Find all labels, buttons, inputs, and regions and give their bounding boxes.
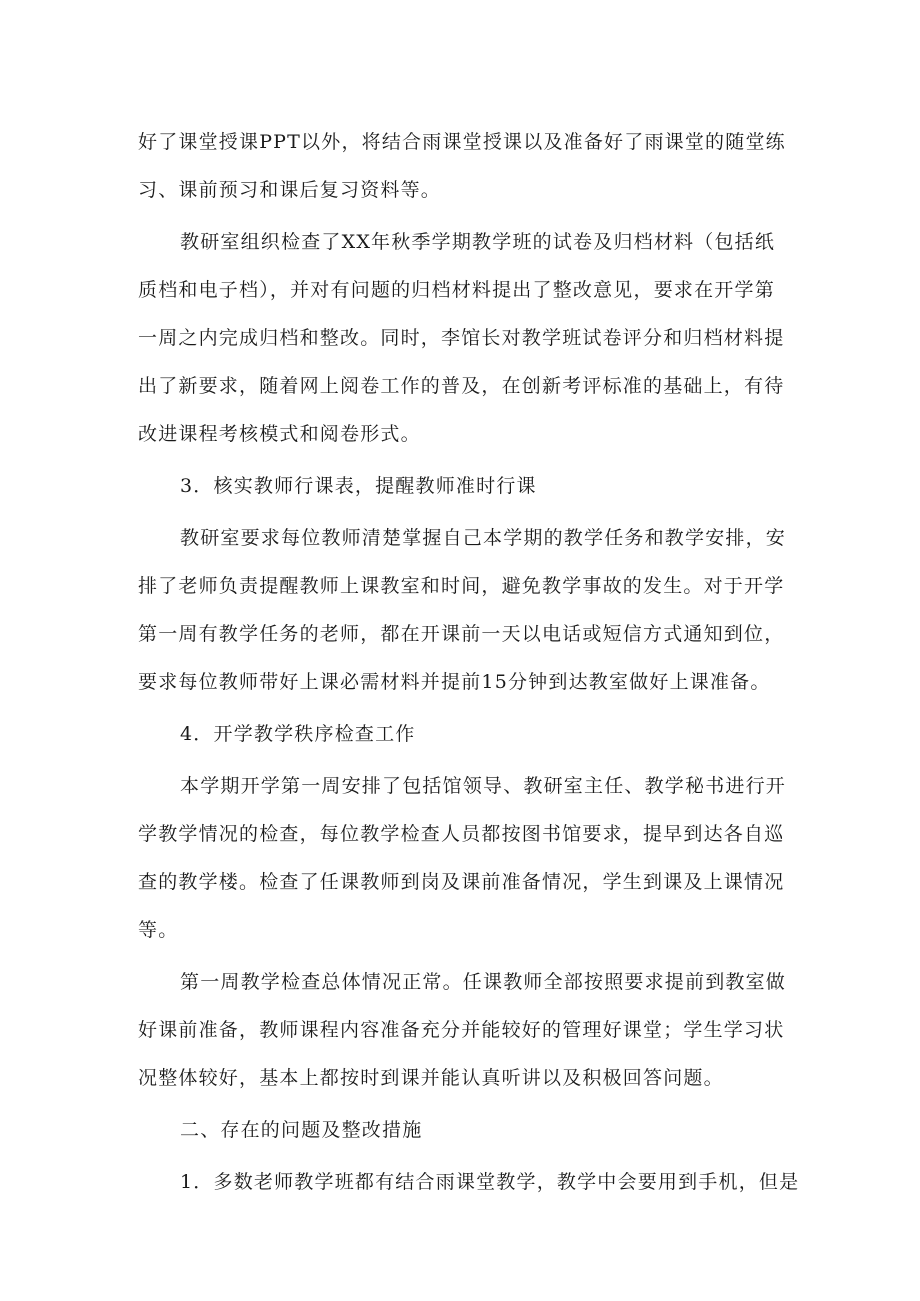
paragraph <box>138 514 786 706</box>
text-line: 习、课前预习和课后复习资料等。 <box>138 179 442 201</box>
text-line: 排了老师负责提醒教师上课教室和时间，避免教学事故的发生。对于开学 <box>138 575 785 597</box>
text-line: 好了课堂授课PPT以外，将结合雨课堂授课以及准备好了雨课堂的随堂练 <box>138 131 786 153</box>
section-heading <box>138 462 786 510</box>
text-line: 出了新要求，随着网上阅卷工作的普及，在创新考评标准的基础上，有待 <box>138 375 785 397</box>
text-line: 第一周教学检查总体情况正常。任课教师全部按照要求提前到教室做 <box>180 971 787 993</box>
text-line: 学教学情况的检查，每位教学检查人员都按图书馆要求，提早到达各自巡 <box>138 823 785 845</box>
text-line: 况整体较好，基本上都按时到课并能认真听讲以及积极回答问题。 <box>138 1067 724 1089</box>
text-line: 教研室组织检查了XX年秋季学期教学班的试卷及归档材料（包括纸 <box>180 231 776 253</box>
text-line: 要求每位教师带好上课必需材料并提前15分钟到达教室做好上课准备。 <box>138 671 771 693</box>
text-line: 4．开学教学秩序检查工作 <box>180 723 416 745</box>
document-body <box>138 118 800 1206</box>
text-line: 查的教学楼。检查了任课教师到岗及课前准备情况，学生到课及上课情况 <box>138 871 785 893</box>
text-line: 第一周有教学任务的老师，都在开课前一天以电话或短信方式通知到位， <box>138 623 785 645</box>
text-line: 质档和电子档），并对有问题的归档材料提出了整改意见，要求在开学第 <box>138 279 775 301</box>
paragraph <box>138 118 786 214</box>
text-line: 教研室要求每位教师清楚掌握自己本学期的教学任务和教学安排，安 <box>180 527 787 549</box>
text-line: 3．核实教师行课表，提醒教师准时行课 <box>180 475 537 497</box>
text-line: 二、存在的问题及整改措施 <box>180 1119 423 1141</box>
section-heading <box>138 710 786 758</box>
paragraph <box>138 762 786 954</box>
text-line: 好课前准备，教师课程内容准备充分并能较好的管理好课堂；学生学习状 <box>138 1019 785 1041</box>
section-heading <box>138 1106 786 1154</box>
text-line: 改进课程考核模式和阅卷形式。 <box>138 423 421 445</box>
text-line: 一周之内完成归档和整改。同时，李馆长对教学班试卷评分和归档材料提 <box>138 327 785 349</box>
paragraph <box>138 218 786 458</box>
text-line: 1．多数老师教学班都有结合雨课堂教学，教学中会要用到手机，但是 <box>180 1171 800 1193</box>
paragraph <box>138 958 786 1102</box>
text-line: 等。 <box>138 919 179 941</box>
text-line: 本学期开学第一周安排了包括馆领导、教研室主任、教学秘书进行开 <box>180 775 787 797</box>
paragraph <box>138 1158 800 1206</box>
